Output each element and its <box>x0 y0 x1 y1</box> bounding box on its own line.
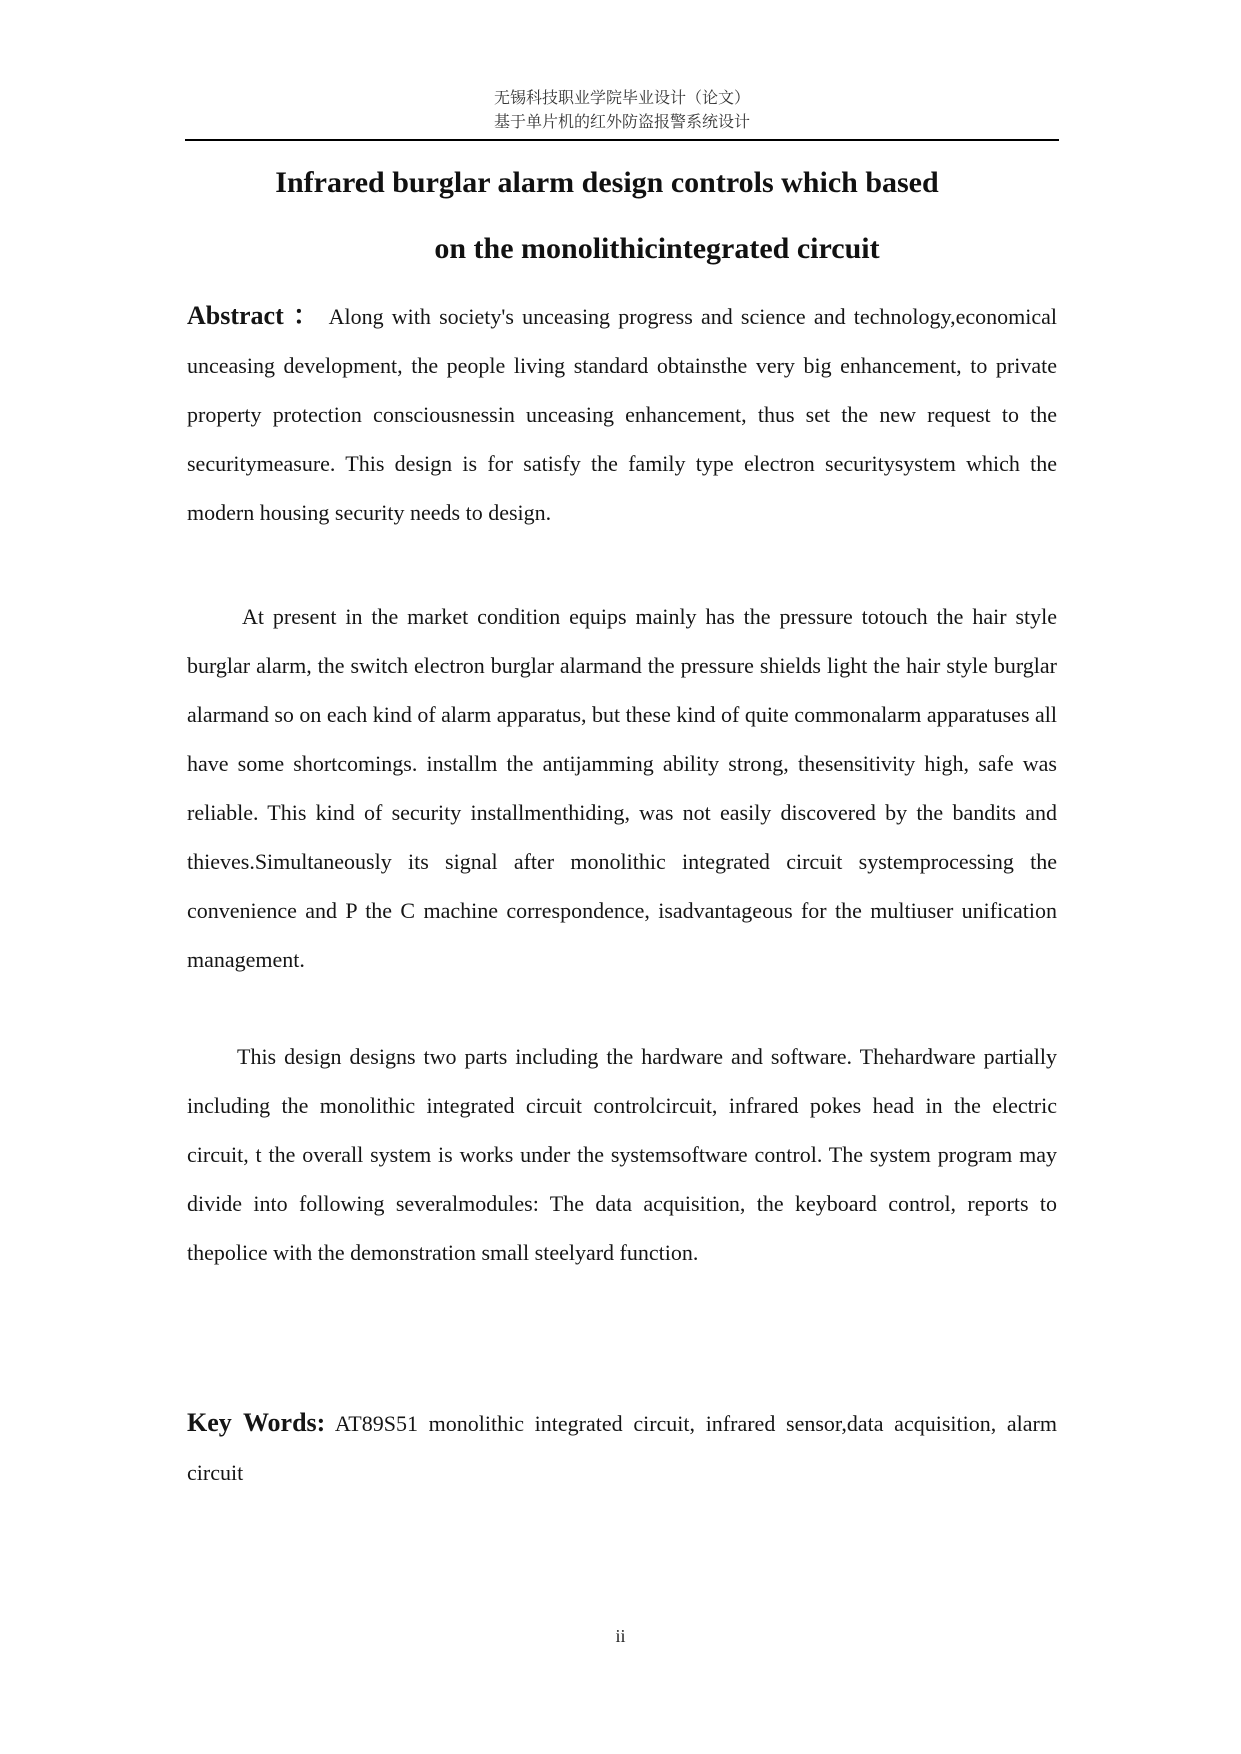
header-rule <box>185 139 1059 141</box>
abstract-text: Along with society's unceasing progress and science and technology,economical unceasing development, the people living standard obtainsthe very big enhancement, to private property protection consciousnessin unceasing enhancement, thus set the new request to the securitymeasure. This design is for satisfy the family type electron securitysystem which the modern housing security needs to design. <box>187 304 1057 525</box>
running-header <box>185 86 1059 134</box>
document-title-line-2: on the monolithicintegrated circuit <box>434 232 880 265</box>
body-paragraph-2: At present in the market condition equips mainly has the pressure totouch the hair style burglar alarm, the switch electron burglar alarmand the pressure shields light the hair style burglar alarmand so on each kind of alarm apparatus, but these kind of quite commonalarm apparatuses all have some shortcomings. installm the antijamming ability strong, thesensitivity high, safe was reliable. This kind of security installmenthiding, was not easily discovered by the bandits and thieves.Simultaneously its signal after monolithic integrated circuit systemprocessing the convenience and P the C machine correspondence, isadvantageous for the multiuser unification management. <box>187 604 1057 972</box>
body-paragraph-3: This design designs two parts including the hardware and software. Thehardware partially including the monolithic integrated circuit controlcircuit, infrared pokes head in the electric circuit, t the overall system is works under the systemsoftware control. The system program may divide into following severalmodules: The data acquisition, the keyboard control, reports to thepolice with the demonstration small steelyard function. <box>187 1044 1057 1265</box>
page-number: ii <box>615 1626 626 1646</box>
header-thesis-title-line: 基于单片机的红外防盗报警系统设计 <box>493 112 750 131</box>
header-school-line: 无锡科技职业学院毕业设计（论文） <box>493 88 750 107</box>
keywords-paragraph <box>187 1398 1057 1497</box>
abstract-paragraph <box>187 291 1057 537</box>
abstract-label: Abstract ： <box>187 301 322 330</box>
document-title-line-1: Infrared burglar alarm design controls which based <box>275 166 939 199</box>
keywords-text: AT89S51 monolithic integrated circuit, infrared sensor,data acquisition, alarm circuit <box>187 1411 1057 1485</box>
keywords-label: Key Words: <box>187 1408 326 1437</box>
